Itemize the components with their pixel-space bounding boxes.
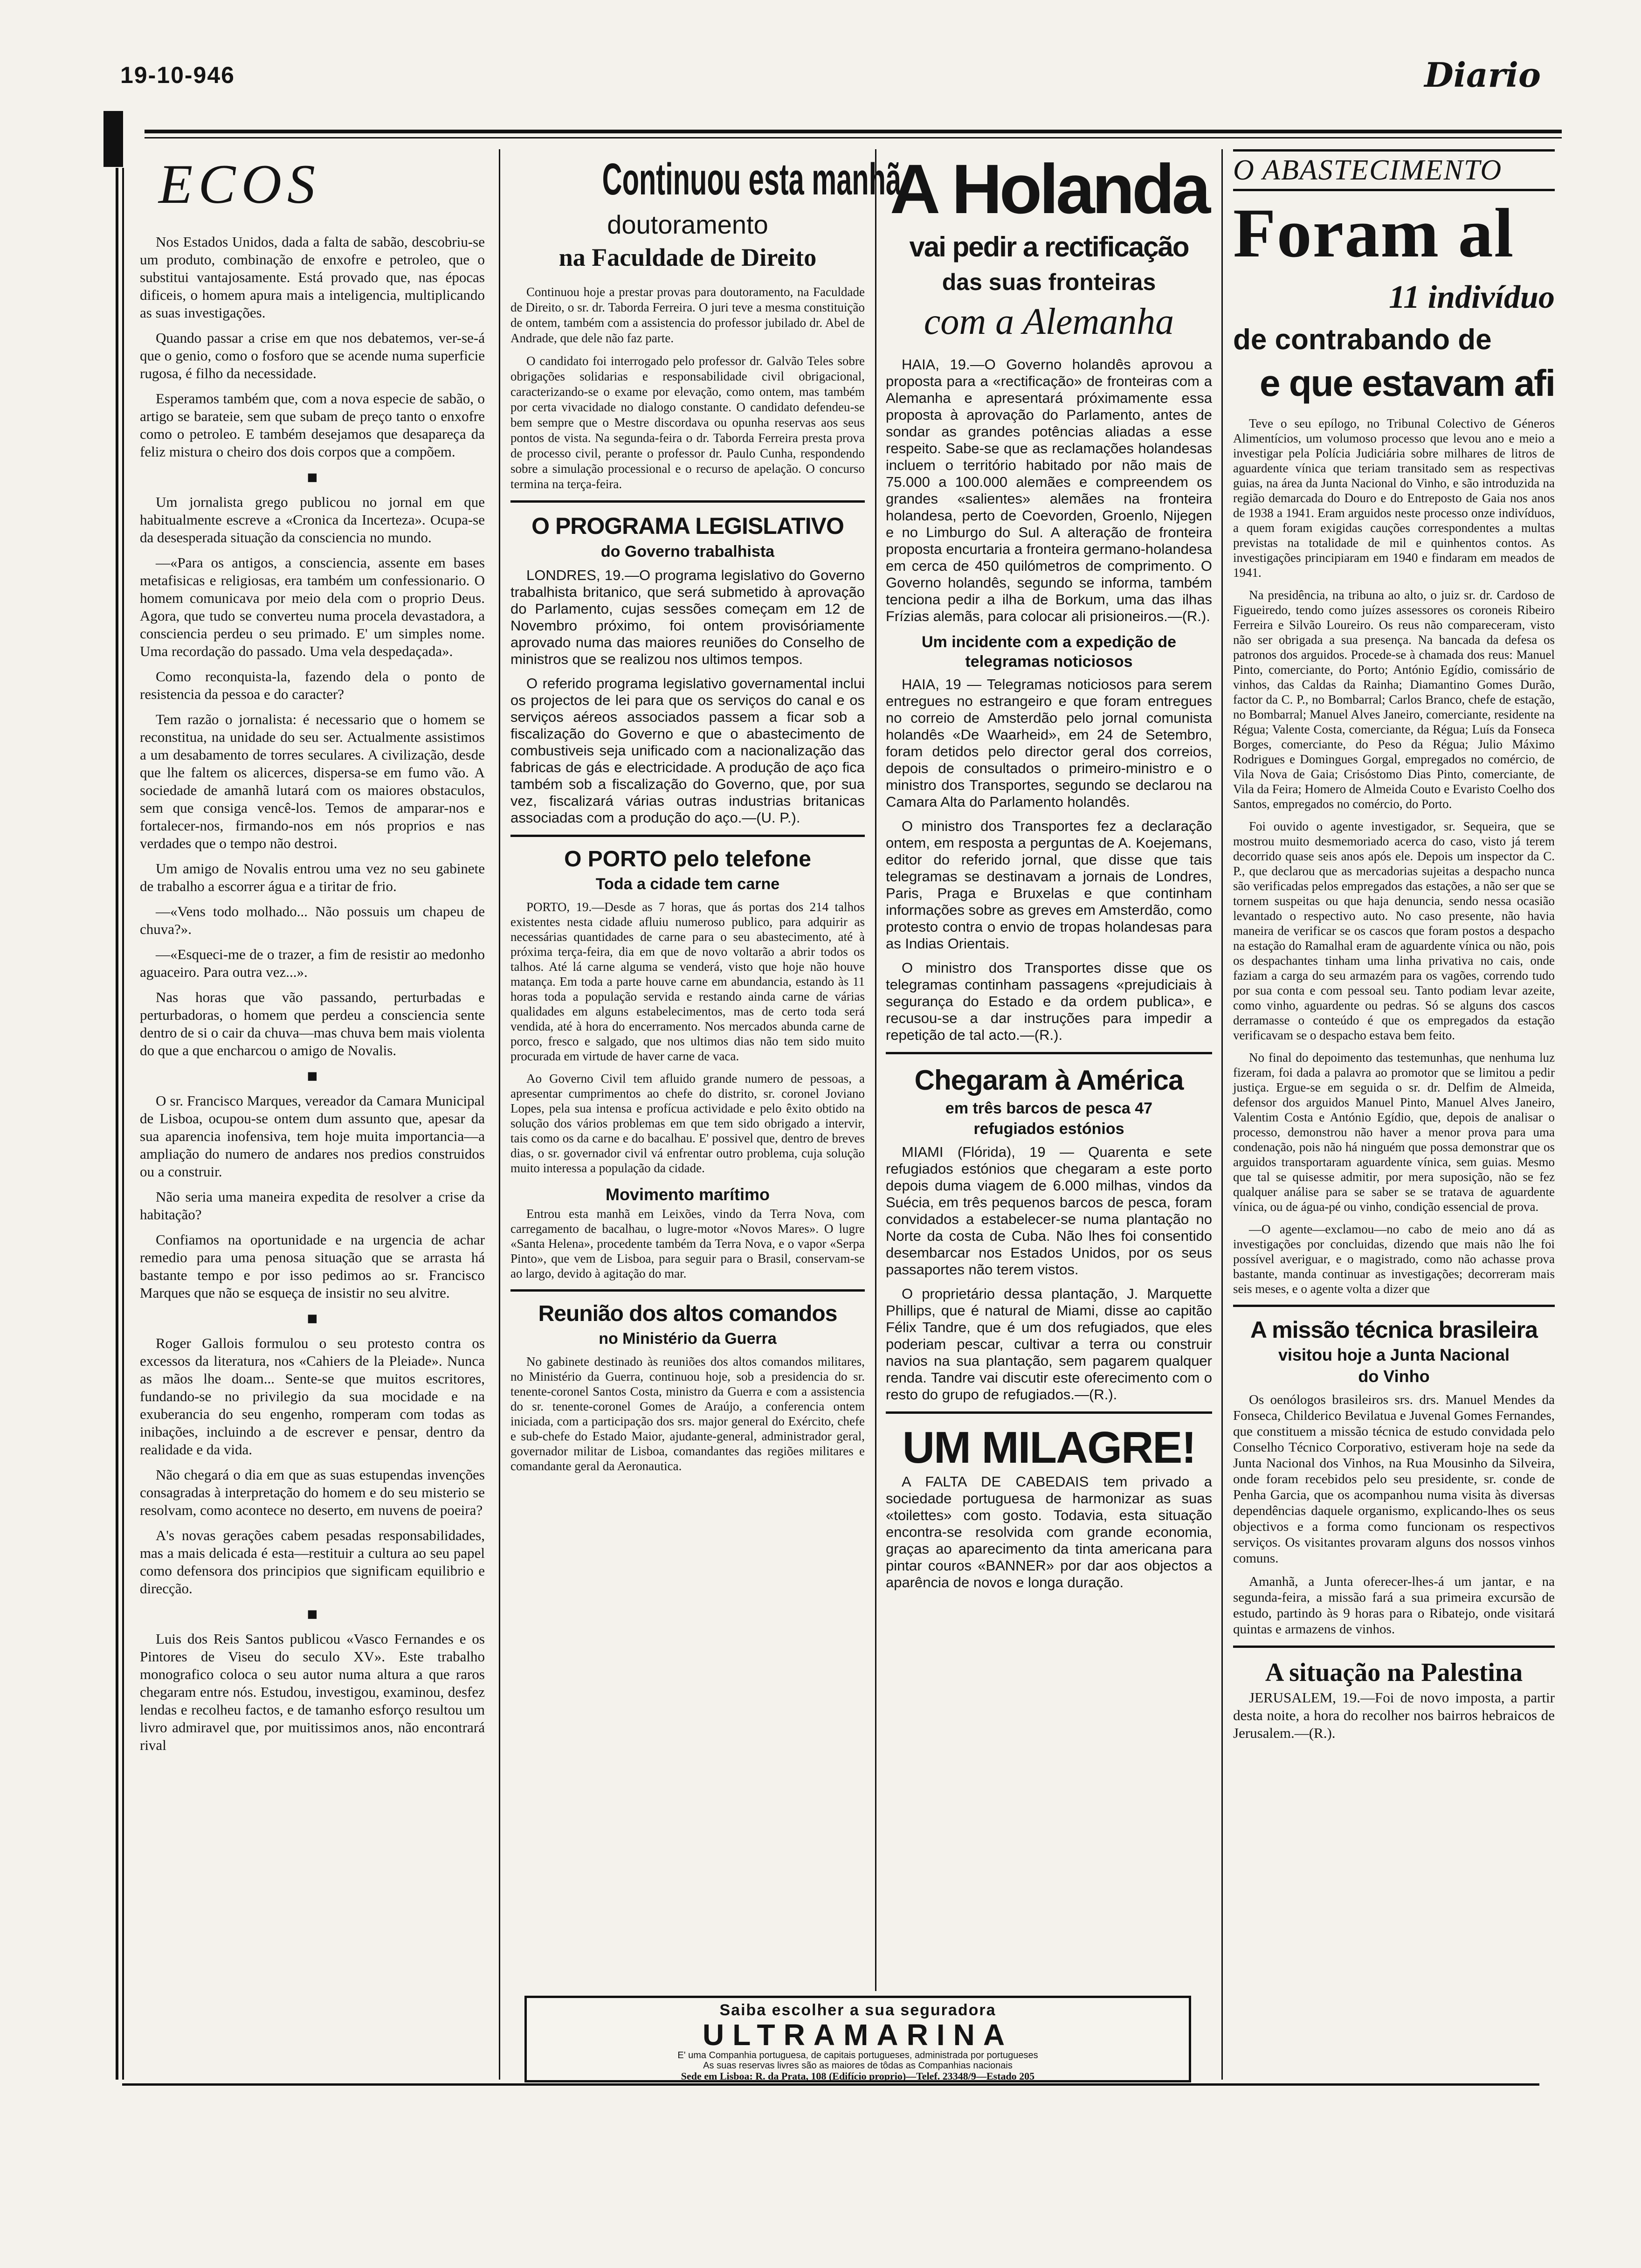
abastecimento-headline: Foram al: [1233, 194, 1515, 272]
ad-line2: E' uma Companhia portuguesa, de capitais portugueses, administrada por portugueses: [677, 2050, 1038, 2061]
holanda-sub2: das suas fronteiras: [942, 269, 1156, 295]
america-paragraph: O proprietário dessa plantação, J. Marquette Phillips, que é natural de Miami, disse ao capitão Félix Tandre, que é um dos refugiados, que eles poderiam pescar, cultivar a terra ou construir navios na sua plantação, sem pagarem qualquer renda. Tandre vai discutir este oferecimento com o resto do grupo de refugiados.—(R.).: [886, 1286, 1212, 1403]
section-rule: [510, 1289, 865, 1292]
programa-paragraph: O referido programa legislativo governamental inclui os projectos de lei para que os serviços do canal e os serviços aéreos associados passem a ficar sob a fiscalização do Governo e que o abastecimento de combustiveis seja unificado com a nacionalização das fabricas de gás e electricidade. A produção de aço fica também sob a fiscalização do Governo, que, por sua vez, fiscalizará várias outras industrias britanicas associadas com a produção do aço.—(U. P.).: [510, 675, 865, 826]
abastecimento-paragraph: Teve o seu epílogo, no Tribunal Colectivo de Géneros Alimentícios, um volumoso processo que levou ano e meio a investigar pela Polícia Judiciária sobre milhares de litros de aguardente vínica que teriam transitado sem as respectivas guias, na área da Junta Nacional do Vinho, e são introduzida na região demarcada do Douro e do Entreposto de Gaia nos anos de 1938 a 1941. Eram arguidos neste processo onze indivíduos, a quem foram exigidas cauções correspondentes a multas previstas na totalidade de mil e quinhentos contos. As investigações principiaram em 1940 e findaram em meados de 1941.: [1233, 416, 1555, 580]
ecos-paragraph: Roger Gallois formulou o seu protesto contra os excessos da literatura, nos «Cahiers de la Pleiade». Nunca as mãos lhe doam... Sente-se que muitos escritores, fundando-se no privilegio da sua mocidade e na exuberancia do seu engenho, romperam com todas as inibações, incluindo a de escrever e pensar, dentro da realidade e da vida.: [140, 1335, 485, 1458]
holanda-sub1: vai pedir a rectificação: [909, 231, 1189, 263]
doutoramento-sub1: doutoramento: [607, 210, 768, 239]
doutoramento-paragraph: Continuou hoje a prestar provas para doutoramento, na Faculdade de Direito, o sr. dr. Taborda Ferreira. O juri teve a mesma constituição de ontem, também com a assistencia do professor jubilado dr. Abel de Andrade, que dele não faz parte.: [510, 285, 865, 345]
column-divider: [875, 149, 876, 1991]
ecos-paragraph: Confiamos na oportunidade e na urgencia de achar remedio para uma penosa situação que se arrasta há bastante tempo e por isso pedimos ao sr. Francisco Marques que não se esqueça de insistir no seu alvitre.: [140, 1231, 485, 1301]
reuniao-sub: no Ministério da Guerra: [599, 1330, 777, 1348]
ecos-paragraph: Não seria uma maneira expedita de resolver a crise da habitação?: [140, 1189, 485, 1223]
column-divider: [1221, 149, 1223, 2080]
incidente-paragraph: O ministro dos Transportes disse que os telegramas continham passagens «prejudiciais à segurança do Estado e da ordem publica», e recusou-se a dar instruções para impedir a repetição de tal acto.—(R.).: [886, 960, 1212, 1043]
holanda-paragraph: HAIA, 19.—O Governo holandês aprovou a proposta para a «rectificação» de fronteiras com a Alemanha e apresentará próximamente essa proposta à aprovação do Parlamento, antes de sondar as grandes potências aliadas a esse respeito. Sabe-se que as reclamações holandesas incluem o território habitado por não mais de 75.000 a 100.000 alemães e compreendem os grandes «salientes» alemães na fronteira holandesa, perto de Coevorden, Groenlo, Nijegen e no Limburgo do Sul. A alteração de fronteira proposta encurtaria a fronteira germano-holandesa em cerca de 450 quilómetros de comprimento. O Governo holandês, segundo se informa, também tenciona pedir a ilha de Borkum, uma das ilhas Frízias alemãs, para colocar ali prisioneiros.—(R.).: [886, 356, 1212, 624]
abastecimento-kicker: O ABASTECIMENTO: [1233, 149, 1555, 191]
section-rule: [886, 1052, 1212, 1054]
section-rule: [510, 500, 865, 503]
missao-headline: A missão técnica brasileira: [1250, 1317, 1538, 1343]
section-bullet: ■: [307, 1066, 318, 1086]
section-rule: [1233, 1646, 1555, 1648]
reuniao-paragraph: No gabinete destinado às reuniões dos altos comandos militares, no Ministério da Guerra, continuou hoje, sob a presidencia do sr. tenente-coronel Santos Costa, ministro da Guerra e com a assistencia do sr. tenente-coronel Gomes de Araújo, a conferencia ontem iniciada, com a participação dos srs. major general do Exército, chefe e sub-chefe do Estado Maior, ajudante-general, administrador geral, governador militar de Lisboa, comandantes das regiões militares e comandante geral da Aeronautica.: [510, 1355, 865, 1473]
porto-paragraph: PORTO, 19.—Desde as 7 horas, que ás portas dos 214 talhos existentes nesta cidade afluiu numeroso publico, para adquirir as necessárias quantidades de carne para o seu abastecimento, até à próxima terça-feira, dia em que de novo voltarão a abrir todos os talhos. Até lá carne alguma se venderá, visto que hoje não houve matança. Em toda a parte houve carne em abundancia, estando às 11 horas toda a população servida e restando ainda carne de várias qualidades em alguns estabelecimentos, mas de certo toda será vendida, até à hora do encerramento. Nos mercados abunda carne de porco, fresco e salgado, que nos ultimos dias não tem sido muito procurada em virtude de haver carne de vaca.: [510, 900, 865, 1063]
section-rule: [510, 835, 865, 837]
ecos-paragraph: Não chegará o dia em que as suas estupendas invenções consagradas à interpretação do homem e do seu misterio se resolvam, como acontece no deserto, em nuvens de poeira?: [140, 1466, 485, 1518]
ecos-paragraph: —«Esqueci-me de o trazer, a fim de resistir ao medonho aguaceiro. Para outra vez...».: [140, 946, 485, 980]
section-rule: [1233, 1305, 1555, 1307]
porto-headline: O PORTO pelo telefone: [564, 847, 811, 871]
section-bullet: ■: [307, 1309, 318, 1328]
holanda-sub3: com a Alemanha: [924, 301, 1174, 342]
issue-date: 19-10-946: [120, 62, 235, 88]
abastecimento-paragraph: Na presidência, na tribuna ao alto, o juiz sr. dr. Cardoso de Figueiredo, tendo como juízes assessores os coroneis Ribeiro Ferreira e Silvão Loureiro. Os reus não compareceram, visto não ser obrigada a sua presença. Na bancada da defesa os patronos dos arguidos. Procede-se à chamada dos reus: Manuel Pinto, comerciante, do Porto; António Egídio, comissário de vinhos, das Caldas da Rainha; Diamantino Gomes Durão, factor da C. P., no Bombarral; Carlos Branco, chefe de estação, no Bombarral; Manuel Alves Janeiro, comerciante, residente na Régua; Valente Costa, comerciante, da Régua; Luís da Fonseca Borges, comerciante, do Peso da Régua; Julio Máximo Rodrigues e Domingues Gorgal, empregados no comércio, de Vila Nova de Gaia; Crisóstomo Dias Pinto, comerciante, de Vila da Feira; Homero de Almeida Couto e Evaristo Coelho dos Santos, empregados no comércio, do Porto.: [1233, 588, 1555, 811]
movimento-title: Movimento marítimo: [605, 1185, 770, 1204]
abastecimento-sub3: e que estavam afi: [1260, 362, 1555, 404]
ecos-paragraph: O sr. Francisco Marques, vereador da Camara Municipal de Lisboa, ocupou-se ontem dum assunto que, apesar da sua aparencia inofensiva, tem hoje muita importancia—a ampliação do numero de andares nos predios construidos ou a construir.: [140, 1093, 485, 1180]
porto-sub: Toda a cidade tem carne: [595, 875, 780, 893]
ecos-paragraph: Esperamos também que, com a nova especie de sabão, o artigo se barateie, sem que subam de preço tanto o enxofre como o petroleo. E também desejamos que desapareça da feliz mistura o cheiro dos dois corpos que a compõem.: [140, 390, 485, 460]
ultramarina-advertisement: [524, 1996, 1191, 2082]
doutoramento-paragraph: O candidato foi interrogado pelo professor dr. Galvão Teles sobre obrigações solidarias e responsabilidade civil obrigacional, caracterizando-se o exame por elevação, como ontem, mas também por certa vivacidade no dialogo constante. O candidato defendeu-se bem sempre que o Mestre discordava ou opunha reservas aos seus pontos de vista. Na segunda-feira o dr. Taborda Ferreira presta prova de processo civil, perante o professor dr. Paulo Cunha, respondendo sobre a simulação processional e o recurso de apelação. O concurso termina na terça-feira.: [510, 354, 865, 491]
ecos-paragraph: —«Para os antigos, a consciencia, assente em bases metafisicas e religiosas, era também um confessionario. O homem comunicava por meio dela com o proprio Deus. Agora, que tudo se converteu numa procela devastadora, a consciencia perdeu o seu primado. E' um simples nome. Uma recordação do passado. Uma vela despedaçada».: [140, 554, 485, 659]
ad-tagline: Saiba escolher a sua seguradora: [719, 2001, 996, 2019]
reuniao-headline: Reunião dos altos comandos: [538, 1301, 837, 1326]
ecos-paragraph: Tem razão o jornalista: é necessario que o homem se reconstitua, na unidade do seu ser. Actualmente assistimos a um desabamento de torres seculares. A civilização, desde que lhe faltem os alicerces, dispersa-se em fumo vão. A sociedade de amanhã lutará com os maiores obstaculos, sem que consiga vencê-los. Temos de amparar-nos e fortalecer-nos, firmando-nos em nós proprios e nas verdades que o tempo não destroi.: [140, 711, 485, 851]
column-three: [886, 149, 1212, 1991]
missao-sub: visitou hoje a Junta Nacional do Vinho: [1278, 1345, 1510, 1386]
section-bullet: ■: [307, 1604, 318, 1624]
ad-address: Sede em Lisboa: R. da Prata, 108 (Edifício proprio)—Telef. 23348/9—Estado 205: [681, 2070, 1035, 2082]
america-sub: em três barcos de pesca 47 refugiados estónios: [945, 1099, 1153, 1138]
bottom-rule: [122, 2083, 1539, 2086]
ecos-paragraph: A's novas gerações cabem pesadas responsabilidades, mas a mais delicada é esta—restituir a cultura ao seu papel como defensora dos principios que significam equilibrio e direcção.: [140, 1527, 485, 1597]
ad-brand: ULTRAMARINA: [702, 2018, 1014, 2052]
ecos-paragraph: Um amigo de Novalis entrou uma vez no seu gabinete de trabalho a escorrer água e a tiritar de frio.: [140, 860, 485, 894]
ecos-paragraph: Um jornalista grego publicou no jornal em que habitualmente escreve a «Cronica da Incerteza». Ocupa-se da desesperada situação da consciencia no mundo.: [140, 494, 485, 546]
ecos-paragraph: Quando passar a crise em que nos debatemos, ver-se-á que o genio, como o fosforo que se acende numa superficie rugosa, é filho da necessidade.: [140, 330, 485, 381]
holanda-headline: A Holanda: [889, 150, 1208, 228]
ecos-paragraph: Como reconquista-la, fazendo dela o ponto de resistencia da pessoa e do caracter?: [140, 668, 485, 702]
incidente-paragraph: HAIA, 19 — Telegramas noticiosos para serem entregues no estrangeiro e que foram entregues no correio de Amsterdão pelo jornal comunista holandês «De Waarheid», em 24 de Setembro, foram detidos pelo director geral dos correios, depois de consultados o primeiro-ministro e o ministro dos Transportes, segundo se declarou na Camara Alta do Parlamento holandês.: [886, 676, 1212, 810]
milagre-headline: UM MILAGRE!: [902, 1423, 1196, 1473]
programa-headline: O PROGRAMA LEGISLATIVO: [531, 513, 844, 539]
section-bullet: ■: [307, 468, 318, 487]
column-two: [510, 154, 902, 2000]
masthead-logo: Diario: [1424, 55, 1541, 95]
ecos-paragraph: Nas horas que vão passando, perturbadas e perturbadoras, o homem que perdeu a consciencia sente dentro de si o cair da chuva—mas chuva bem mais violenta do que a que encharcou o amigo de Novalis.: [140, 989, 485, 1058]
column-four: [1233, 149, 1555, 2080]
movimento-paragraph: Entrou esta manhã em Leixões, vindo da Terra Nova, com carregamento de bacalhau, o lugre-motor «Novos Mares». O lugre «Santa Helena», procedente também da Terra Nova, e o vapor «Serpa Pinto», que vem de Lisboa, para seguir para o Brasil, conservam-se ao largo, devido à agitação do mar.: [510, 1207, 865, 1280]
missao-paragraph: Amanhã, a Junta oferecer-lhes-á um jantar, e na segunda-feira, a missão fará a sua primeira excursão de estudo, partindo às 9 horas para o Ribatejo, onde visitará quintas e armazens de vinhos.: [1233, 1574, 1555, 1637]
abastecimento-paragraph: Foi ouvido o agente investigador, sr. Sequeira, que se mostrou muito desmemoriado acerca do caso, visto já terem decorrido quase seis anos após ele. Depois um inspector da C. P., que declarou que as mercadorias sujeitas a despacho nunca são verificadas pelos empregados das estações, a não ser que se tornem suspeitas ou que haja denuncia, sendo nessa ocasião levantado o respectivo auto. No caso presente, não havia maneira de verificar se os cascos que foram postos a despacho na estação do Ramalhal eram de aguardente vínica ou não, pois os despachantes tinham uma linha privativa no cais, onde faziam a carga do seu armazém para os vagões, correndo tudo por sua conta e com pessoal seu. Tanto podiam levar azeite, como vinho, aguardente ou pedras. Só se alguns dos cascos derramasse o conteúdo é que os empregados da estação verificavam se o despacho estava bem feito.: [1233, 819, 1555, 1042]
page-margin-block: [103, 111, 123, 167]
left-border-line: [116, 168, 118, 2080]
section-rule: [886, 1411, 1212, 1414]
programa-sub: do Governo trabalhista: [600, 543, 775, 560]
column-divider: [499, 149, 500, 2080]
abastecimento-paragraph: No final do depoimento das testemunhas, que nenhuma luz fizeram, foi dada a palavra ao promotor que se limitou a pedir justiça. Ergue-se em seguida o sr. dr. Delfim de Almeida, defensor dos arguidos Manuel Pinto, Manuel Alves Janeiro, Valentim Costa e António Egídio, que, depois de analisar o processo, demonstrou não haver a menor prova para uma condenação, pois não há ninguém que possa demonstrar que os arguidos transportaram aguardente vínica, sem guias. Mesmo que tal se quisesse admitir, por mera suposição, não se fez qualquer análise para se saber se se tratava de aguardente vínica, ou de água-pé ou vinho, condição essencial de prova.: [1233, 1051, 1555, 1214]
left-border-line-2: [122, 168, 124, 2080]
ad-line3: As suas reservas livres são as maiores de tôdas as Companhias nacionais: [703, 2061, 1013, 2071]
header-rule-thin: [145, 137, 1562, 138]
incidente-headline: Um incidente com a expedição de telegramas noticiosos: [921, 633, 1177, 671]
america-paragraph: MIAMI (Flórida), 19 — Quarenta e sete refugiados estónios que chegaram a este porto depois duma viagem de 6.000 milhas, vindos da Suécia, em três pequenos barcos de pesca, foram convidados a estabelecer-se numa plantação no Norte da costa de Cuba. Não lhes foi consentido desembarcar nos Estados Unidos, por os seus passaportes não terem vistos.: [886, 1144, 1212, 1278]
doutoramento-headline: Continuou esta manhã: [602, 154, 902, 204]
missao-paragraph: Os oenólogos brasileiros srs. drs. Manuel Mendes da Fonseca, Childerico Bevilatua e Juvenal Gomes Fernandes, que constituem a missão técnica de estudo convidada pelo Conselho Técnico Corporativo, estiveram hoje na sede da Junta Nacional dos Vinhos, na Rua Mousinho da Silveira, onde foram recebidos pelo seu presidente, sr. conde de Penha Garcia, que os acompanhou numa visita às diversas dependências daquele organismo, explicando-lhes os seus objectivos e a forma como funcionam os respectivos serviços. Os visitantes provaram alguns dos nossos vinhos comuns.: [1233, 1392, 1555, 1566]
ecos-column: [140, 154, 485, 2075]
ecos-title: ECOS: [159, 153, 321, 215]
doutoramento-sub2: na Faculdade de Direito: [558, 243, 817, 271]
ecos-paragraph: —«Vens todo molhado... Não possuis um chapeu de chuva?».: [140, 903, 485, 937]
abastecimento-sub1: 11 indivíduo: [1389, 279, 1555, 315]
abastecimento-paragraph: —O agente—exclamou—no cabo de meio ano dá as investigações por concluidas, dizendo que mais não lhe foi possível averiguar, e o magistrado, como não achasse prova bastante, manda continuar as investigações; decorreram mais seis meses, e o agente volta a dizer que: [1233, 1222, 1555, 1296]
milagre-paragraph: A FALTA DE CABEDAIS tem privado a sociedade portuguesa de harmonizar as suas «toilettes» com gosto. Todavia, esta situação encontra-se resolvida com grande economia, graças ao aparecimento da tinta americana para pintar couros «BANNER» por dar aos objectos a aparência de novos e longa duração.: [886, 1473, 1212, 1590]
porto-paragraph: Ao Governo Civil tem afluido grande numero de pessoas, a apresentar cumprimentos ao chefe do distrito, sr. coronel Joviano Lopes, pela sua intensa e profícua actividade e pelo êxito obtido na solução dos vários problemas em que tem sido obrigado a intervir, tais como os da carne e do bacalhau. E' possivel que, dentro de breves dias, o sr. governador civil vá enfrentar outro problema, cuja solução muito interessa a população da cidade.: [510, 1072, 865, 1175]
america-headline: Chegaram à América: [914, 1065, 1184, 1096]
palestina-headline: A situação na Palestina: [1265, 1658, 1523, 1687]
abastecimento-sub2: de contrabando de: [1233, 324, 1492, 356]
ecos-paragraph: Luis dos Reis Santos publicou «Vasco Fernandes e os Pintores de Viseu do seculo XV». Este trabalho monografico coloca o seu autor numa altura a que raros chegaram entre nós. Estudou, investigou, examinou, desfez lendas e recolheu factos, e de tamanho esforço resultou um livro admiravel que, por muitissimos anos, não encontrará rival: [140, 1631, 485, 1753]
ecos-paragraph: Nos Estados Unidos, dada a falta de sabão, descobriu-se um produto, combinação de enxofre e petroleo, que o substitui vantajosamente. Está provado que, nas épocas dificeis, o homem apura mais a inteligencia, multiplicando as suas investigações.: [140, 234, 485, 321]
header-rule: [145, 130, 1562, 133]
palestina-paragraph: JERUSALEM, 19.—Foi de novo imposta, a partir desta noite, a hora do recolher nos bairros hebraicos de Jerusalem.—(R.).: [1233, 1689, 1555, 1741]
incidente-paragraph: O ministro dos Transportes fez a declaração ontem, em resposta a perguntas de A. Koejemans, editor do referido jornal, que disse que tais telegramas se destinavam a jornais de Londres, Paris, Praga e Bruxelas e que continham informações sobre as greves em Amsterdão, como protesto contra o envio de tropas holandesas para as Indias Orientais.: [886, 818, 1212, 952]
programa-paragraph: LONDRES, 19.—O programa legislativo do Governo trabalhista britanico, que será submetido à aprovação do Parlamento, cujas sessões começam em 12 de Novembro próximo, foi ontem provisóriamente aprovado numa das maiores reuniões do Conselho de ministros que se realizou nos ultimos tempos.: [510, 567, 865, 667]
